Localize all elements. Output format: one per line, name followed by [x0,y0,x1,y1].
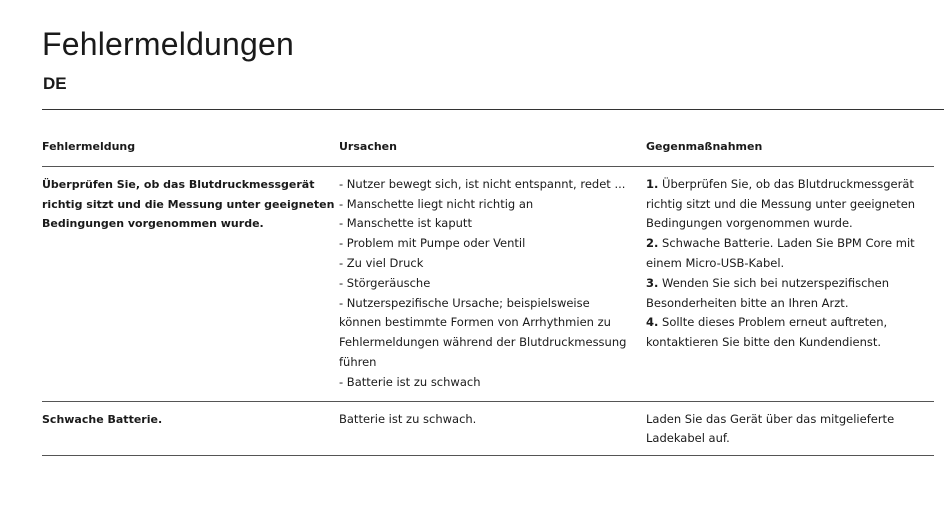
cause-line: - Batterie ist zu schwach [339,374,481,389]
remedy-line [646,195,934,215]
cause-line: Fehlermeldungen während der Blutdruckmessung [339,335,627,350]
error-message-line: richtig sitzt und die Messung unter geeigneten [42,197,335,211]
cause-line: Batterie ist zu schwach. [339,411,477,426]
remedy-line [646,175,934,195]
remedies-cell [646,175,934,393]
table-header-row [42,110,934,167]
remedies-cell [646,410,934,450]
remedy-line [646,429,934,449]
remedy-text: Bedingungen vorgenommen wurde. [646,216,853,231]
header-causes: Ursachen [339,140,397,153]
error-message-cell [42,410,339,450]
cause-line: - Nutzerspezifische Ursache; beispielsweise [339,295,590,310]
remedy-text: Sollte dieses Problem erneut auftreten, [658,315,888,330]
table-body [42,167,934,456]
cause-line: - Problem mit Pumpe oder Ventil [339,236,526,251]
remedy-line [646,214,934,234]
cause-line: - Nutzer bewegt sich, ist nicht entspannt, redet ... [339,176,626,191]
causes-cell [339,410,646,450]
error-message-line: Schwache Batterie. [42,412,163,426]
causes-cell [339,175,646,393]
remedy-line [646,294,934,314]
cause-line: - Zu viel Druck [339,255,424,270]
remedy-line [646,410,934,430]
remedy-line [646,333,934,353]
error-table [42,110,934,456]
remedy-number: 3. [646,275,659,290]
cause-line: - Manschette liegt nicht richtig an [339,196,534,211]
language-code: DE [43,74,67,93]
remedy-number: 1. [646,176,659,191]
header-error-message: Fehlermeldung [42,140,136,153]
remedy-text: einem Micro-USB-Kabel. [646,255,785,270]
remedy-line [646,274,934,294]
remedy-number: 2. [646,236,659,251]
remedy-number: 4. [646,315,659,330]
error-message-line: Überprüfen Sie, ob das Blutdruckmessgerät [42,177,315,191]
remedy-text: Überprüfen Sie, ob das Blutdruckmessgerät [658,176,914,191]
table-row [42,167,934,402]
remedy-text: Ladekabel auf. [646,431,730,446]
error-message-line: Bedingungen vorgenommen wurde. [42,217,264,231]
remedy-text: Laden Sie das Gerät über das mitgelieferte [646,411,895,426]
cause-line: - Manschette ist kaputt [339,216,472,231]
cause-line: - Störgeräusche [339,275,431,290]
cause-line: können bestimmte Formen von Arrhythmien zu [339,315,611,330]
table-row [42,402,934,457]
remedy-text: richtig sitzt und die Messung unter geeigneten [646,196,916,211]
remedy-line [646,234,934,254]
error-message-cell [42,175,339,393]
cause-line: führen [339,354,377,369]
remedy-line [646,313,934,333]
remedy-text: kontaktieren Sie bitte den Kundendienst. [646,335,882,350]
page-title: Fehlermeldungen [42,26,295,62]
remedy-text: Wenden Sie sich bei nutzerspezifischen [658,275,890,290]
remedy-text: Schwache Batterie. Laden Sie BPM Core mit [658,236,915,251]
remedy-text: Besonderheiten bitte an Ihren Arzt. [646,295,849,310]
remedy-line [646,254,934,274]
header-remedies: Gegenmaßnahmen [646,140,763,153]
